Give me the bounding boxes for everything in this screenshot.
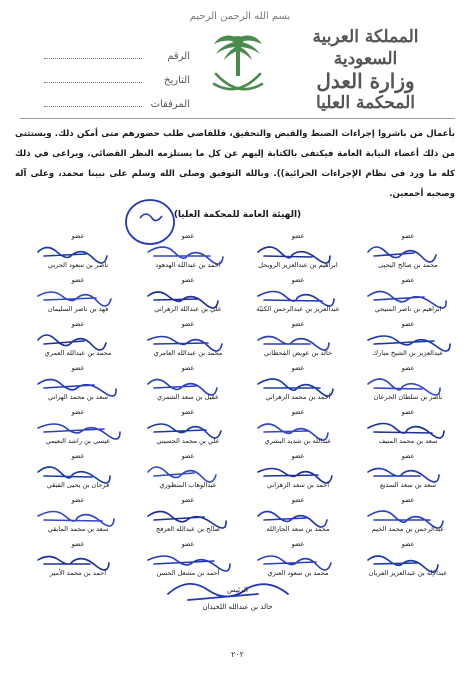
member-name: محمد بن عبدالله العامري (153, 349, 223, 357)
member-role: عضو (291, 408, 305, 416)
member-signature-7 (138, 276, 238, 314)
member-role: عضو (401, 452, 415, 460)
member-signature-1 (358, 232, 458, 270)
president-block (0, 585, 475, 613)
letterhead (0, 0, 475, 118)
attachments-row (40, 86, 190, 110)
member-name: أحمد بن مشعل الحسن (156, 569, 220, 577)
member-signature-11 (138, 320, 238, 358)
member-signature-2 (248, 232, 348, 270)
member-signature-29 (358, 540, 458, 578)
member-signature-25 (358, 496, 458, 534)
member-name: محمد بن سعد الجارالله (266, 525, 330, 533)
body-text: بأعمال من باشروا إجراءات الضبط والقبض والتحقيق، فللقاضي طلب حضورهم متى أمكن ذلك. ويستثنى من ذلك أعضاء النيابة العامة فيكتفى بالكتابة إليهم عن كل ما يستلزمه النظر القضائي. ويراعى في ذلك كله ما ورد في نظام الإجراءات الجزائية)). وبالله التوفيق وصلى الله وسلم على نبينا محمد، وعلى آله وصحبه أجمعين. (15, 129, 455, 199)
member-name: محمد بن صالح اليحيى (378, 261, 438, 269)
member-role: عضو (181, 496, 195, 504)
member-role: عضو (181, 276, 195, 284)
member-name: ناصر بن سلطان الخرعان (373, 393, 443, 401)
member-role: عضو (291, 364, 305, 372)
date-line (44, 81, 142, 83)
member-signature-21 (358, 452, 458, 490)
attachments-line (44, 105, 142, 107)
member-name: فرحان بن يحيى الفيفي (46, 481, 110, 489)
court-name: المحكمة العليا (316, 93, 415, 113)
member-role: عضو (71, 320, 85, 328)
member-name: محمد بن سعود العنزي (267, 569, 329, 577)
member-role: عضو (401, 320, 415, 328)
member-signature-8 (28, 276, 128, 314)
member-name: ناصر بن سعود الحربي (47, 261, 109, 269)
member-name: ابراهيم بن عبدالعزيز الرويحل (258, 261, 338, 269)
member-signature-19 (138, 408, 238, 446)
member-role: عضو (181, 540, 195, 548)
number-line (44, 57, 142, 59)
member-role: عضو (181, 408, 195, 416)
member-role: عضو (401, 408, 415, 416)
member-signature-10 (248, 320, 348, 358)
member-signature-14 (248, 364, 348, 402)
member-signature-20 (28, 408, 128, 446)
member-signature-5 (358, 276, 458, 314)
date-row (40, 62, 190, 86)
member-signature-3 (138, 232, 238, 270)
member-name: سعد بن محمد الهزاني (47, 393, 109, 401)
member-role: عضو (71, 452, 85, 460)
member-name: عقيل بن سعد الشمري (157, 393, 219, 401)
member-name: محمد بن عبدالله العمري (44, 349, 112, 357)
member-name: عبدالعزيز بن الشيخ مبارك (372, 349, 444, 357)
member-signature-18 (248, 408, 348, 446)
member-role: عضو (71, 364, 85, 372)
member-role: عضو (181, 232, 195, 240)
member-role: عضو (401, 232, 415, 240)
member-role: عضو (401, 540, 415, 548)
member-role: عضو (181, 364, 195, 372)
kingdom-name: المملكة العربية السعودية (312, 27, 419, 69)
committee-title: (الهيئة العامة للمحكمة العليا) (173, 210, 302, 220)
member-signature-16 (28, 364, 128, 402)
member-name: عبدالرحمن بن محمد الخيم (371, 525, 445, 533)
president-name: خالد بن عبدالله اللحيدان (202, 603, 273, 611)
member-role: عضو (71, 496, 85, 504)
member-name: علي بن محمد الحسيني (156, 437, 220, 445)
member-signature-26 (248, 496, 348, 534)
reference-fields (40, 38, 190, 110)
member-signature-22 (248, 452, 348, 490)
member-signature-6 (248, 276, 348, 314)
member-name: ابراهيم بن ناصر المنيحي (374, 305, 442, 313)
member-name: عبدالوهاب المنظوري (159, 481, 217, 489)
member-name: خالد بن عويض القحطاني (263, 349, 333, 357)
ministry-name: وزارة العدل (316, 69, 415, 93)
member-signature-27 (138, 496, 238, 534)
member-name: عبدالله بن شديد البشري (264, 437, 332, 445)
body-paragraph (15, 124, 455, 204)
member-signature-12 (28, 320, 128, 358)
member-role: عضو (291, 232, 305, 240)
member-role: عضو (401, 496, 415, 504)
member-signature-17 (358, 408, 458, 446)
member-role: عضو (401, 276, 415, 284)
member-name: أحمد بن محمد الأمير (49, 569, 107, 577)
member-name: سعد بن سعد السديع (379, 481, 436, 489)
header-divider (20, 118, 455, 119)
basmala: بسم الله الرحمن الرحيم (189, 11, 291, 22)
member-name: علي بن عبدالله الزهراني (154, 305, 222, 313)
member-name: أحمد بن محمد الزهراني (265, 393, 331, 401)
member-role: عضو (401, 364, 415, 372)
member-role: عضو (291, 320, 305, 328)
member-name: أحمد بن عبدالله الهدهود (155, 261, 221, 269)
member-signature-13 (358, 364, 458, 402)
member-role: عضو (291, 496, 305, 504)
member-signature-9 (358, 320, 458, 358)
member-role: عضو (71, 408, 85, 416)
member-signature-28 (28, 496, 128, 534)
attachments-label: المرفقات (150, 99, 190, 110)
member-name: سعد بن محمد المايقي (47, 525, 109, 533)
president-title: الرئيس (227, 586, 248, 594)
member-name: أحمد بن سعد الزهراني (266, 481, 330, 489)
member-name: عيسى بن راشد النعيمي (45, 437, 111, 445)
member-role: عضو (71, 232, 85, 240)
member-role: عضو (291, 276, 305, 284)
number-row (40, 38, 190, 62)
member-role: عضو (291, 452, 305, 460)
page-number: ٢٠٢ (231, 650, 244, 659)
member-role: عضو (181, 452, 195, 460)
saudi-emblem-icon (208, 28, 268, 103)
member-signature-31 (138, 540, 238, 578)
member-signature-23 (138, 452, 238, 490)
member-role: عضو (291, 540, 305, 548)
member-signature-24 (28, 452, 128, 490)
member-name: صالح بن عبدالله العرفج (155, 525, 221, 533)
member-role: عضو (181, 320, 195, 328)
member-name: فهد بن ناصر السليمان (47, 305, 109, 313)
member-role: عضو (71, 276, 85, 284)
member-signature-32 (28, 540, 128, 578)
member-name: عبدالعزيز بن عبدالرحمن الكثيّة (256, 305, 340, 313)
member-name: عبدالإله بن عبدالعزيز الفريان (368, 569, 448, 577)
government-title (278, 26, 453, 114)
member-name: سعد بن محمد المنيف (378, 437, 438, 445)
member-signature-15 (138, 364, 238, 402)
signatures-grid (18, 232, 458, 584)
member-role: عضو (71, 540, 85, 548)
member-signature-30 (248, 540, 348, 578)
number-label: الرقم (167, 51, 190, 62)
date-label: التاريخ (164, 75, 190, 86)
member-signature-4 (28, 232, 128, 270)
